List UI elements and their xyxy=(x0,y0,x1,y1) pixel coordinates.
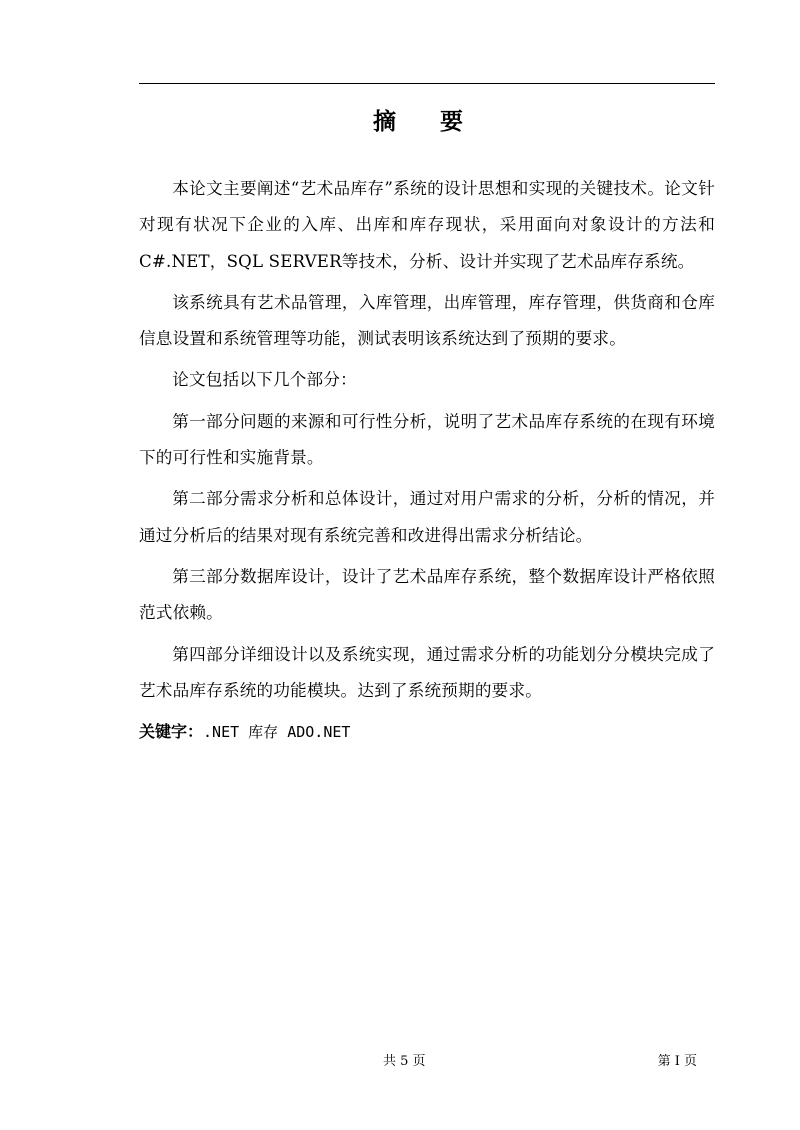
abstract-paragraph-1: 本论文主要阐述“艺术品库存”系统的设计思想和实现的关键技术。论文针对现有状况下企业的入库、出库和库存现状，采用面向对象设计的方法和C#.NET，SQL SERVER等技术，分析、设计并实现了艺术品库存系统。 xyxy=(139,179,715,271)
footer-page-number: 第 I 页 xyxy=(657,1054,697,1069)
footer-total-pages: 共 5 页 xyxy=(383,1054,426,1069)
abstract-paragraph-5: 第二部分需求分析和总体设计，通过对用户需求的分析，分析的情况，并通过分析后的结果对现有系统完善和改进得出需求分析结论。 xyxy=(139,489,715,545)
header-rule xyxy=(139,83,715,84)
keywords-value: .NET 库存 ADO.NET xyxy=(203,723,351,742)
keywords-label: 关键字： xyxy=(139,722,204,742)
abstract-paragraph-7: 第四部分详细设计以及系统实现，通过需求分析的功能划分分模块完成了艺术品库存系统的功能模块。达到了系统预期的要求。 xyxy=(139,644,715,700)
abstract-paragraph-4: 第一部分问题的来源和可行性分析，说明了艺术品库存系统的在现有环境下的可行性和实施背景。 xyxy=(139,411,715,468)
abstract-paragraph-6: 第三部分数据库设计，设计了艺术品库存系统，整个数据库设计严格依照范式依赖。 xyxy=(139,566,715,623)
keywords-line xyxy=(139,714,715,750)
abstract-paragraph-3: 论文包括以下几个部分： xyxy=(172,370,357,390)
page-title: 摘 要 xyxy=(372,109,481,135)
abstract-paragraph-2: 该系统具有艺术品管理，入库管理，出库管理，库存管理，供货商和仓库信息设置和系统管理等功能，测试表明该系统达到了预期的要求。 xyxy=(139,292,715,349)
abstract-body xyxy=(139,171,715,750)
